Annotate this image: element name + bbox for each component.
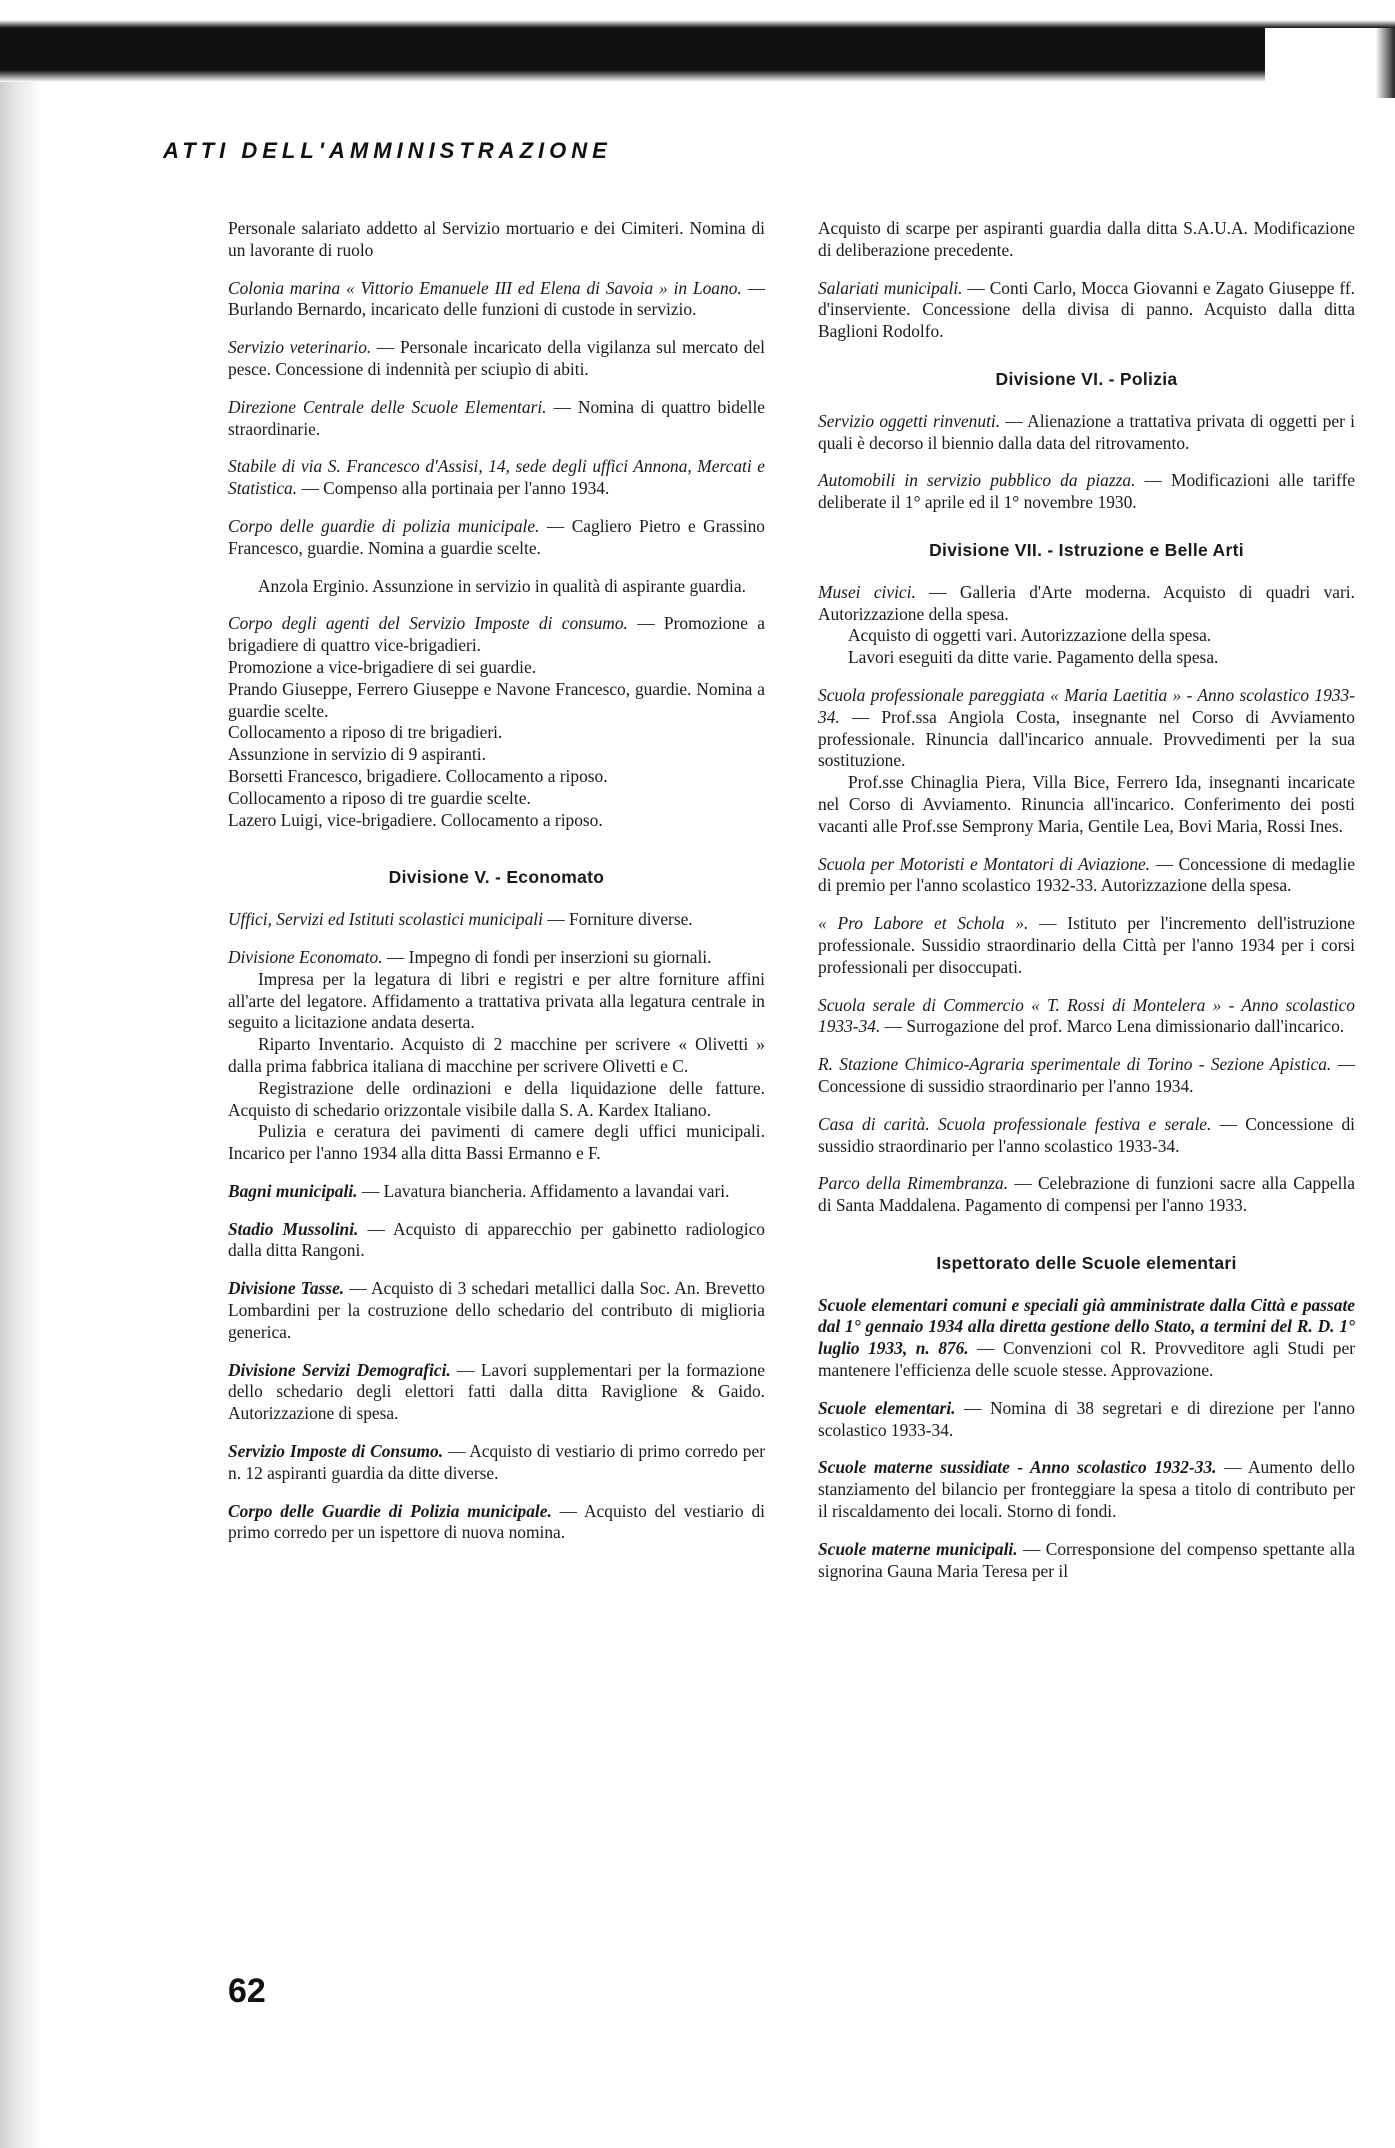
entry: Scuole materne municipali. — Corresponsione del compenso spettante alla signorina Gauna Maria Teresa per il (818, 1538, 1356, 1581)
entry: Impresa per la legatura di libri e registri e per altre forniture affini all'arte del legatore. Affidamento a trattativa privata alla legatura centrale in seguito a licitazione andata deserta. (228, 968, 765, 1033)
entry: Corpo delle Guardie di Polizia municipale. — Acquisto del vestiario di primo corredo per un ispettore di nuova nomina. (228, 1500, 765, 1543)
entry: Acquisto di scarpe per aspiranti guardia dalla ditta S.A.U.A. Modificazione di deliberazione precedente. (818, 218, 1355, 260)
entry: Divisione Tasse. — Acquisto di 3 schedari metallici dalla Soc. An. Brevetto Lombardini per la costruzione dello schedario del contributo di miglioria generica. (228, 1278, 765, 1342)
section-heading: Divisione VI. - Polizia (995, 368, 1178, 389)
entry: Direzione Centrale delle Scuole Elementari. — Nomina di quattro bidelle straordinarie. (228, 396, 765, 439)
entry: Servizio oggetti rinvenuti. — Alienazione a trattativa privata di oggetti per i quali è decorso il biennio dalla data del ritrovamento. (818, 410, 1356, 453)
entry: Scuole elementari comuni e speciali già amministrate dalla Città e passate dal 1° gennaio 1934 alla diretta gestione dello Stato, a termini del R. D. 1° luglio 1933, n. 876. — Convenzioni col R. Provveditore agli Studi per mantenere l'efficienza delle scuole stesse. Approvazione. (818, 1294, 1355, 1381)
entry: Corpo degli agenti del Servizio Imposte di consumo. — Promozione a brigadiere di quattro vice-brigadieri. (228, 613, 765, 656)
entry: Scuola serale di Commercio « T. Rossi di Montelera » - Anno scolastico 1933-34. — Surrogazione del prof. Marco Lena dimissionario dall'incarico. (818, 994, 1355, 1037)
top-scan-border (0, 0, 1395, 82)
entry: Automobili in servizio pubblico da piazza. — Modificazioni alle tariffe deliberate il 1° aprile ed il 1° novembre 1930. (818, 470, 1355, 513)
page-edge-shadow (0, 0, 42, 2148)
entry: Stadio Mussolini. — Acquisto di apparecchio per gabinetto radiologico dalla ditta Rangoni. (228, 1218, 765, 1261)
entry: Scuola professionale pareggiata « Maria Laetitia » - Anno scolastico 1933-34. — Prof.ssa Angiola Costa, insegnante nel Corso di Avviamento professionale. Rinuncia dall'incarico annuale. Provvedimenti per la sua sostituzione. (818, 684, 1355, 771)
entry: Lavori eseguiti da ditte varie. Pagamento della spesa. (848, 647, 1219, 668)
entry: R. Stazione Chimico-Agraria sperimentale di Torino - Sezione Apistica. — Concessione di sussidio straordinario per l'anno 1934. (818, 1054, 1355, 1096)
entry: Scuole materne sussidiate - Anno scolastico 1932-33. — Aumento dello stanziamento del bilancio per fronteggiare la spesa a titolo di contributo per il riscaldamento dei locali. Storno di fondi. (818, 1457, 1356, 1522)
running-title: ATTI DELL'AMMINISTRAZIONE (163, 138, 612, 163)
entry: Salariati municipali. — Conti Carlo, Mocca Giovanni e Zagato Giuseppe ff. d'inserviente. Concessione della divisa di panno. Acquisto dalla ditta Baglioni Rodolfo. (818, 277, 1355, 342)
entry: Collocamento a riposo di tre guardie scelte. (228, 787, 531, 808)
entry: Servizio veterinario. — Personale incaricato della vigilanza sul mercato del pesce. Concessione di indennità per sciupìo di abiti. (228, 337, 765, 379)
entry: Uffici, Servizi ed Istituti scolastici municipali — Forniture diverse. (228, 909, 693, 930)
entry: Lazero Luigi, vice-brigadiere. Collocamento a riposo. (228, 809, 603, 830)
entry: Personale salariato addetto al Servizio mortuario e dei Cimiteri. Nomina di un lavorante di ruolo (228, 218, 765, 260)
entry: Assunzione in servizio di 9 aspiranti. (228, 744, 486, 765)
section-heading: Divisione VII. - Istruzione e Belle Arti (929, 539, 1244, 560)
entry: Prando Giuseppe, Ferrero Giuseppe e Navone Francesco, guardie. Nomina a guardie scelte. (228, 678, 765, 721)
entry: Scuola per Motoristi e Montatori di Aviazione. — Concessione di medaglie di premio per l'anno scolastico 1932-33. Autorizzazione della spesa. (818, 853, 1355, 896)
entry: « Pro Labore et Schola ». — Istituto per l'incremento dell'istruzione professionale. Sussidio straordinario della Città per l'anno 1934 per i corsi professionali per disoccupati. (818, 913, 1355, 977)
top-scan-border-gap (1265, 28, 1395, 98)
entry: Corpo delle guardie di polizia municipale. — Cagliero Pietro e Grassino Francesco, guardie. Nomina a guardie scelte. (228, 515, 765, 558)
entry: Servizio Imposte di Consumo. — Acquisto di vestiario di primo corredo per n. 12 aspiranti guardia da ditte diverse. (228, 1441, 765, 1483)
entry: Anzola Erginio. Assunzione in servizio in qualità di aspirante guardia. (258, 575, 746, 596)
entry: Stabile di via S. Francesco d'Assisi, 14, sede degli uffici Annona, Mercati e Statistica. — Compenso alla portinaia per l'anno 1934. (228, 456, 765, 499)
entry: Bagni municipali. — Lavatura biancheria. Affidamento a lavandai vari. (228, 1180, 730, 1201)
entry: Riparto Inventario. Acquisto di 2 macchine per scrivere « Olivetti » dalla prima fabbrica italiana di macchine per scrivere Olivetti e C. (228, 1034, 765, 1076)
entry: Divisione Economato. — Impegno di fondi per inserzioni su giornali. (228, 946, 712, 967)
entry: Parco della Rimembranza. — Celebrazione di funzioni sacre alla Cappella di Santa Maddalena. Pagamento di compensi per l'anno 1933. (818, 1173, 1356, 1216)
entry: Casa di carità. Scuola professionale festiva e serale. — Concessione di sussidio straordinario per l'anno scolastico 1933-34. (818, 1113, 1356, 1156)
entry: Registrazione delle ordinazioni e della liquidazione delle fatture. Acquisto di schedario orizzontale visibile dalla S. A. Kardex Italiano. (228, 1077, 765, 1120)
entry: Colonia marina « Vittorio Emanuele III ed Elena di Savoia » in Loano. — Burlando Bernardo, incaricato delle funzioni di custode in servizio. (228, 277, 765, 320)
entry: Collocamento a riposo di tre brigadieri. (228, 722, 503, 743)
entry: Musei civici. — Galleria d'Arte moderna. Acquisto di quadri vari. Autorizzazione della spesa. (818, 581, 1355, 624)
entry: Divisione Servizi Demografici. — Lavori supplementari per la formazione dello schedario degli elettori fatti dalla ditta Raviglione & Gaido. Autorizzazione di spesa. (228, 1359, 766, 1424)
entry: Scuole elementari. — Nomina di 38 segretari e di direzione per l'anno scolastico 1933-34. (818, 1397, 1355, 1440)
entry: Borsetti Francesco, brigadiere. Collocamento a riposo. (228, 765, 608, 786)
right-column (818, 218, 1355, 1598)
entry: Promozione a vice-brigadiere di sei guardie. (228, 656, 537, 677)
entry: Prof.sse Chinaglia Piera, Villa Bice, Ferrero Ida, insegnanti incaricate nel Corso di Avviamento. Rinuncia all'incarico. Conferimento dei posti vacanti alle Prof.sse Semprony Maria, Gentile Lea, Bovi Maria, Rossi Ines. (818, 772, 1355, 836)
page-number: 62 (228, 1972, 266, 2010)
left-column (228, 218, 765, 1560)
section-heading: Divisione V. - Economato (388, 867, 605, 888)
entry: Acquisto di oggetti vari. Autorizzazione della spesa. (848, 625, 1212, 646)
section-heading: Ispettorato delle Scuole elementari (936, 1252, 1237, 1273)
entry: Pulizia e ceratura dei pavimenti di camere degli uffici municipali. Incarico per l'anno 1934 alla ditta Bassi Ermanno e F. (228, 1121, 765, 1164)
